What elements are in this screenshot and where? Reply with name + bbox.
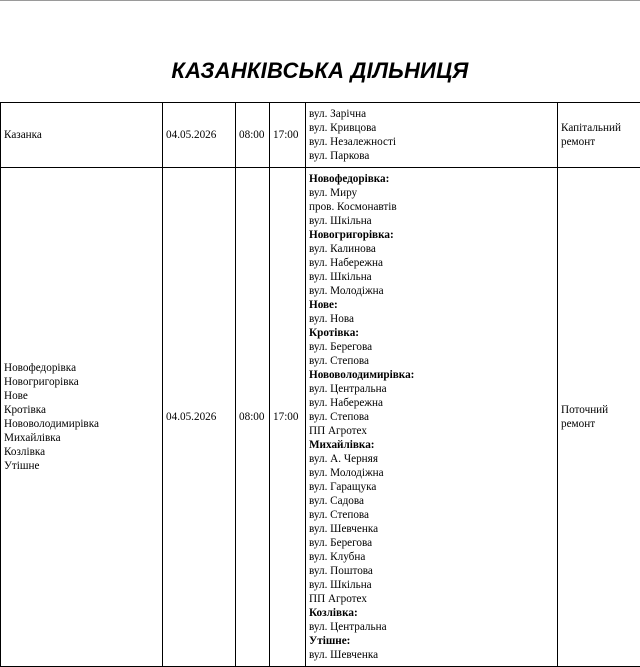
date-cell: 04.05.2026 bbox=[163, 168, 236, 667]
settlements-cell bbox=[1, 168, 163, 667]
settlement-name: Кротівка bbox=[4, 403, 159, 417]
street-name: пров. Космонавтів bbox=[309, 200, 554, 214]
settlement-heading: Новофедорівка: bbox=[309, 172, 554, 186]
street-name: вул. Центральна bbox=[309, 382, 554, 396]
street-name: ПП Агротех bbox=[309, 424, 554, 438]
settlement-name: Козлівка bbox=[4, 445, 159, 459]
street-name: вул. Паркова bbox=[309, 149, 554, 163]
settlement-heading: Михайлівка: bbox=[309, 438, 554, 452]
street-name: вул. Берегова bbox=[309, 536, 554, 550]
street-name: вул. Садова bbox=[309, 494, 554, 508]
settlement-heading: Кротівка: bbox=[309, 326, 554, 340]
settlement-name: Нововолодимирівка bbox=[4, 417, 159, 431]
settlement-heading: Козлівка: bbox=[309, 606, 554, 620]
settlement-name: Нове bbox=[4, 389, 159, 403]
work-type-text: ремонт bbox=[561, 417, 639, 431]
street-name: вул. А. Черняя bbox=[309, 452, 554, 466]
streets-cell bbox=[306, 168, 558, 667]
street-name: вул. Калинова bbox=[309, 242, 554, 256]
schedule-table bbox=[0, 102, 640, 667]
streets-cell bbox=[306, 103, 558, 168]
settlements-cell bbox=[1, 103, 163, 168]
end-time-cell: 17:00 bbox=[270, 168, 306, 667]
street-name: вул. Шевченка bbox=[309, 648, 554, 662]
settlement-name: Новофедорівка bbox=[4, 361, 159, 375]
street-name: вул. Поштова bbox=[309, 564, 554, 578]
street-name: вул. Молодіжна bbox=[309, 466, 554, 480]
start-time-cell: 08:00 bbox=[236, 103, 270, 168]
street-name: вул. Набережна bbox=[309, 256, 554, 270]
settlement-heading: Нововолодимирівка: bbox=[309, 368, 554, 382]
street-name: вул. Степова bbox=[309, 410, 554, 424]
street-name: вул. Шкільна bbox=[309, 578, 554, 592]
settlement-heading: Новогригорівка: bbox=[309, 228, 554, 242]
start-time-cell: 08:00 bbox=[236, 168, 270, 667]
settlement-name: Утішне bbox=[4, 459, 159, 473]
street-name: вул. Клубна bbox=[309, 550, 554, 564]
street-name: вул. Гаращука bbox=[309, 480, 554, 494]
street-name: вул. Зарічна bbox=[309, 107, 554, 121]
page-title: КАЗАНКІВСЬКА ДІЛЬНИЦЯ bbox=[0, 58, 640, 84]
street-name: вул. Нова bbox=[309, 312, 554, 326]
date-cell: 04.05.2026 bbox=[163, 103, 236, 168]
street-name: вул. Берегова bbox=[309, 340, 554, 354]
street-name: вул. Степова bbox=[309, 354, 554, 368]
settlement-name: Михайлівка bbox=[4, 431, 159, 445]
top-border-line bbox=[0, 0, 640, 1]
end-time-cell: 17:00 bbox=[270, 103, 306, 168]
street-name: вул. Шевченка bbox=[309, 522, 554, 536]
table-row bbox=[1, 168, 640, 667]
street-name: вул. Набережна bbox=[309, 396, 554, 410]
work-type-cell bbox=[558, 103, 640, 168]
settlement-name: Новогригорівка bbox=[4, 375, 159, 389]
street-name: вул. Центральна bbox=[309, 620, 554, 634]
work-type-text: ремонт bbox=[561, 135, 639, 149]
street-name: ПП Агротех bbox=[309, 592, 554, 606]
street-name: вул. Незалежності bbox=[309, 135, 554, 149]
table-row bbox=[1, 103, 640, 168]
settlement-name: Казанка bbox=[4, 128, 159, 142]
street-name: вул. Молодіжна bbox=[309, 284, 554, 298]
work-type-text: Капітальний bbox=[561, 121, 639, 135]
work-type-text: Поточний bbox=[561, 403, 639, 417]
street-name: вул. Степова bbox=[309, 508, 554, 522]
street-name: вул. Шкільна bbox=[309, 270, 554, 284]
street-name: вул. Кривцова bbox=[309, 121, 554, 135]
work-type-cell bbox=[558, 168, 640, 667]
street-name: вул. Миру bbox=[309, 186, 554, 200]
street-name: вул. Шкільна bbox=[309, 214, 554, 228]
settlement-heading: Нове: bbox=[309, 298, 554, 312]
settlement-heading: Утішне: bbox=[309, 634, 554, 648]
